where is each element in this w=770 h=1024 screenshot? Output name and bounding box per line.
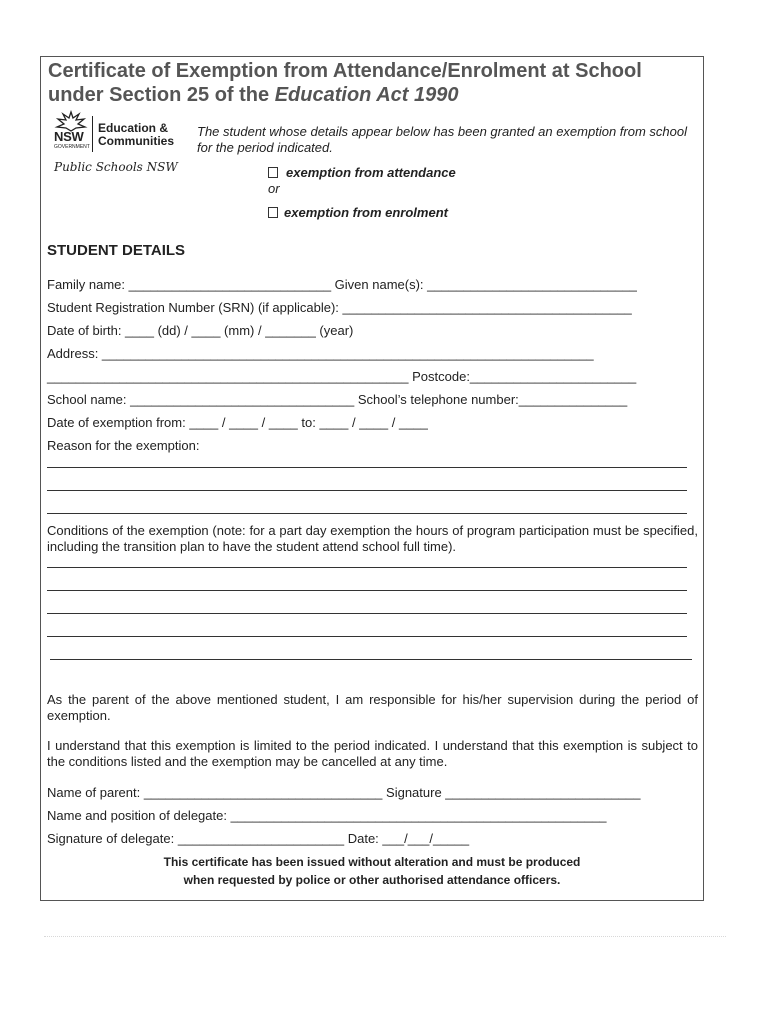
conditions-line[interactable] [47,613,687,614]
option-enrolment [268,205,448,220]
attendance-checkbox[interactable] [268,167,278,178]
nsw-wordmark: NSW [54,129,84,144]
logo-divider [92,116,93,152]
parent-responsibility-statement: As the parent of the above mentioned student, I am responsible for his/her supervision during the period of exemption. [47,692,698,723]
intro-text: The student whose details appear below has been granted an exemption from school for the period indicated. [197,124,687,155]
public-schools-label: Public Schools NSW [54,160,178,174]
act-name: Education Act 1990 [274,84,459,106]
certificate-frame [40,56,704,901]
exemption-dates-field[interactable]: Date of exemption from: ____ / ____ / ____ to: ____ / ____ / ____ [47,415,428,430]
parent-name-signature-field[interactable]: Name of parent: _________________________________ Signature ___________________________ [47,785,641,800]
address-field[interactable]: Address: ____________________________________________________________________ [47,346,594,361]
footer-line-1: This certificate has been issued without alteration and must be produced [163,855,581,869]
government-label: GOVERNMENT [54,144,90,150]
footer-line-2: when requested by police or other authorised attendance officers. [183,873,561,887]
delegate-name-position-field[interactable]: Name and position of delegate: ____________________________________________________ [47,808,607,823]
page-title [48,59,708,107]
delegate-signature-date-field[interactable]: Signature of delegate: _______________________ Date: ___/___/_____ [47,831,470,846]
reason-line[interactable] [47,467,687,468]
enrolment-label: exemption from enrolment [284,205,448,220]
conditions-line[interactable] [47,567,687,568]
nsw-education-logo [52,110,192,180]
conditions-label: Conditions of the exemption (note: for a part day exemption the hours of program participation must be specified, including the transition plan to have the student attend school full time). [47,523,698,554]
conditions-line[interactable] [50,659,692,660]
footer-notice [40,853,704,889]
title-line-1: Certificate of Exemption from Attendance/Enrolment at School [48,60,642,82]
title-line-2-prefix: under Section 25 of the [48,84,275,106]
student-details-heading: STUDENT DETAILS [47,242,186,259]
family-given-name-field[interactable]: Family name: ____________________________ Given name(s): _____________________________ [47,277,637,292]
option-attendance [268,165,456,180]
exemption-conditions-statement: I understand that this exemption is limited to the period indicated. I understand that this exemption is subject to the conditions listed and the exemption may be cancelled at any time. [47,738,698,769]
title-line-2 [48,83,708,107]
enrolment-checkbox[interactable] [268,207,278,218]
school-name-field[interactable]: School name: _______________________________ School’s telephone number:_______________ [47,392,628,407]
reason-line[interactable] [47,490,687,491]
postcode-field[interactable]: __________________________________________________ Postcode:_______________________ [47,369,637,384]
conditions-line[interactable] [47,590,687,591]
department-line-1: Education & [98,121,169,135]
date-of-birth-field[interactable]: Date of birth: ____ (dd) / ____ (mm) / _______ (year) [47,323,354,338]
department-line-2: Communities [98,134,175,148]
page-divider [44,936,726,937]
department-name [98,122,174,148]
reason-label: Reason for the exemption: [47,438,200,453]
or-label: or [268,181,280,196]
conditions-line[interactable] [47,636,687,637]
srn-field[interactable]: Student Registration Number (SRN) (if applicable): ________________________________________ [47,300,632,315]
attendance-label: exemption from attendance [286,165,456,180]
reason-line[interactable] [47,513,687,514]
